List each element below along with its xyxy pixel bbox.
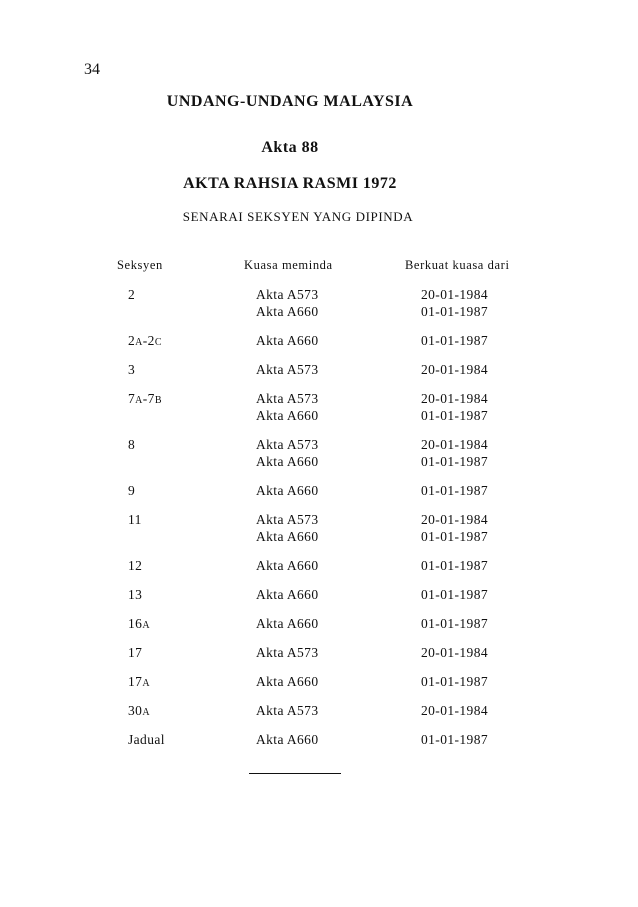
amending-act: Akta A573: [256, 362, 319, 377]
section-cell: 2: [128, 287, 136, 302]
effective-date-cell: [421, 644, 488, 661]
amending-act-cell: [256, 557, 318, 574]
effective-date: 20-01-1984: [421, 703, 488, 718]
table-row: [0, 390, 638, 424]
amending-act-cell: [256, 390, 318, 424]
effective-date-cell: [421, 511, 488, 545]
list-title: SENARAI SEKSYEN YANG DIPINDA: [182, 209, 414, 224]
amending-act-cell: [256, 361, 318, 378]
amending-act-cell: [256, 615, 318, 632]
amending-act: Akta A660: [256, 732, 319, 747]
act-number: Akta 88: [261, 139, 319, 156]
act-name: AKTA RAHSIA RASMI 1972: [183, 175, 397, 192]
section-cell: 11: [128, 512, 142, 527]
amending-act-cell: [256, 511, 318, 545]
amending-act-cell: [256, 286, 318, 320]
amending-act: Akta A573: [256, 287, 319, 302]
effective-date-cell: [421, 586, 488, 603]
amending-act: Akta A660: [256, 587, 319, 602]
amending-act-cell: [256, 673, 318, 690]
amending-act-cell: [256, 644, 318, 661]
effective-date: 01-01-1987: [421, 529, 488, 544]
effective-date-cell: [421, 332, 488, 349]
section-cell: 3: [128, 362, 136, 377]
effective-date: 01-01-1987: [421, 304, 488, 319]
section-cell: 9: [128, 483, 136, 498]
effective-date: 01-01-1987: [421, 616, 488, 631]
effective-date-cell: [421, 615, 488, 632]
amending-act: Akta A660: [256, 408, 319, 423]
effective-date: 20-01-1984: [421, 391, 488, 406]
effective-date: 01-01-1987: [421, 454, 488, 469]
table-row: [0, 332, 638, 349]
amending-act: Akta A573: [256, 391, 319, 406]
law-title: UNDANG-UNDANG MALAYSIA: [166, 93, 414, 110]
amending-act-cell: [256, 482, 318, 499]
effective-date: 20-01-1984: [421, 512, 488, 527]
table-row: [0, 644, 638, 661]
amending-act-cell: [256, 332, 318, 349]
effective-date: 20-01-1984: [421, 287, 488, 302]
amendment-table: [0, 286, 638, 760]
section-cell: 2A-2C: [128, 333, 162, 348]
table-row: [0, 511, 638, 545]
effective-date: 01-01-1987: [421, 483, 488, 498]
page-number: 34: [84, 61, 100, 78]
effective-date: 20-01-1984: [421, 362, 488, 377]
amending-act: Akta A660: [256, 333, 319, 348]
amending-act: Akta A660: [256, 616, 319, 631]
column-header-amended-by: Kuasa meminda: [244, 258, 333, 272]
effective-date: 01-01-1987: [421, 587, 488, 602]
table-row: [0, 702, 638, 719]
effective-date: 01-01-1987: [421, 408, 488, 423]
amending-act-cell: [256, 702, 318, 719]
amending-act: Akta A660: [256, 454, 319, 469]
amending-act-cell: [256, 436, 318, 470]
effective-date-cell: [421, 286, 488, 320]
end-rule: [249, 773, 341, 774]
effective-date-cell: [421, 390, 488, 424]
section-cell: 16A: [128, 616, 150, 631]
section-cell: 13: [128, 587, 143, 602]
amending-act: Akta A660: [256, 529, 319, 544]
amending-act: Akta A573: [256, 703, 319, 718]
effective-date: 01-01-1987: [421, 674, 488, 689]
amending-act: Akta A573: [256, 437, 319, 452]
table-row: [0, 731, 638, 748]
effective-date-cell: [421, 436, 488, 470]
effective-date: 20-01-1984: [421, 645, 488, 660]
table-row: [0, 586, 638, 603]
amending-act: Akta A573: [256, 645, 319, 660]
table-row: [0, 673, 638, 690]
amending-act: Akta A573: [256, 512, 319, 527]
effective-date-cell: [421, 702, 488, 719]
amending-act: Akta A660: [256, 483, 319, 498]
table-row: [0, 286, 638, 320]
effective-date-cell: [421, 673, 488, 690]
section-cell: 17: [128, 645, 143, 660]
table-row: [0, 615, 638, 632]
effective-date: 01-01-1987: [421, 558, 488, 573]
section-cell: 30A: [128, 703, 150, 718]
effective-date-cell: [421, 482, 488, 499]
amending-act: Akta A660: [256, 304, 319, 319]
table-row: [0, 482, 638, 499]
column-header-section: Seksyen: [117, 258, 163, 272]
table-row: [0, 557, 638, 574]
effective-date-cell: [421, 731, 488, 748]
section-cell: Jadual: [128, 732, 165, 747]
amending-act-cell: [256, 731, 318, 748]
amending-act-cell: [256, 586, 318, 603]
effective-date: 20-01-1984: [421, 437, 488, 452]
column-header-effective: Berkuat kuasa dari: [405, 258, 510, 272]
table-row: [0, 436, 638, 470]
effective-date-cell: [421, 557, 488, 574]
amending-act: Akta A660: [256, 558, 319, 573]
section-cell: 12: [128, 558, 143, 573]
effective-date: 01-01-1987: [421, 333, 488, 348]
table-row: [0, 361, 638, 378]
amending-act: Akta A660: [256, 674, 319, 689]
effective-date-cell: [421, 361, 488, 378]
section-cell: 17A: [128, 674, 150, 689]
effective-date: 01-01-1987: [421, 732, 488, 747]
section-cell: 8: [128, 437, 136, 452]
section-cell: 7A-7B: [128, 391, 162, 406]
